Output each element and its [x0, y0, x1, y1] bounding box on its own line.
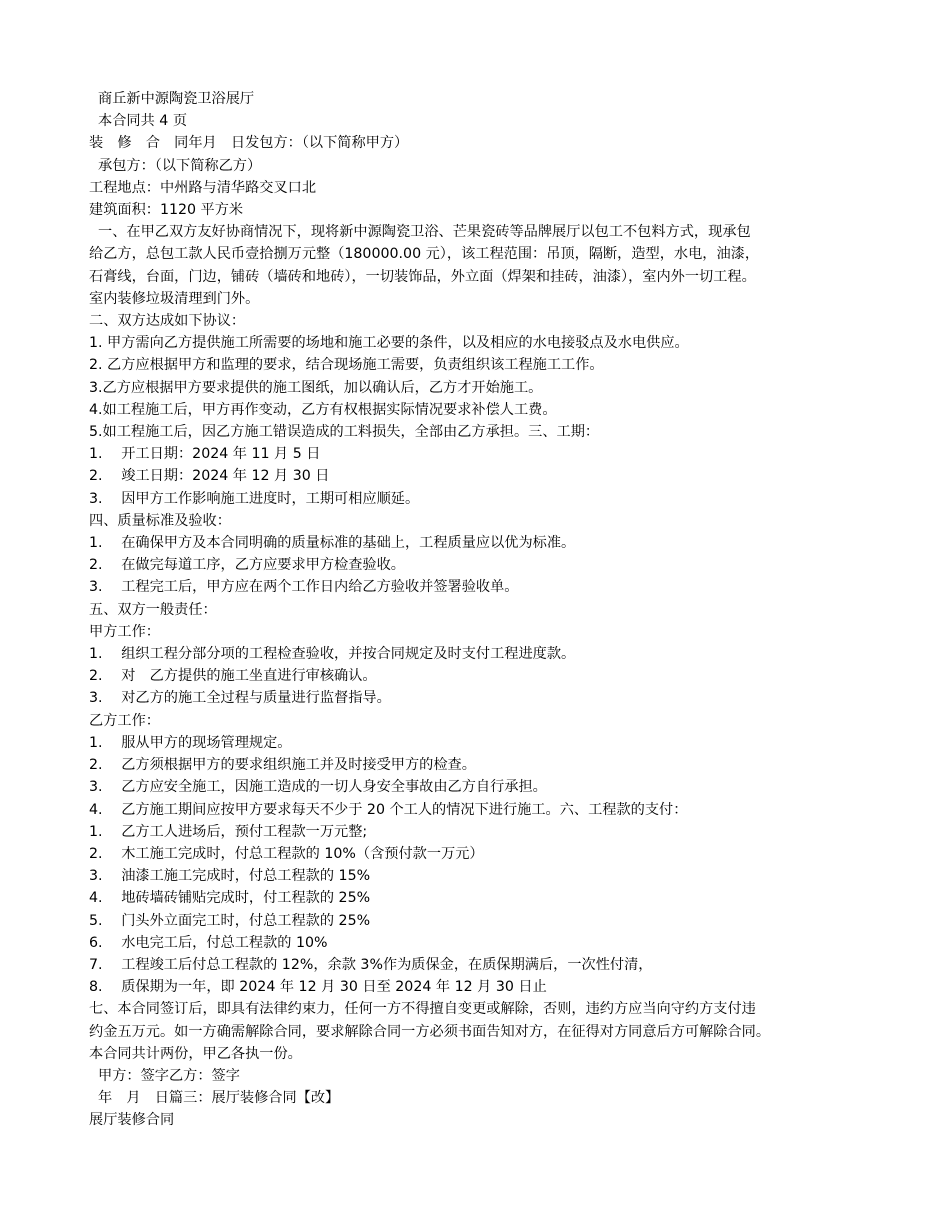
- contract-heading-client: 装 修 合 同年月 日发包方：（以下简称甲方）: [89, 135, 409, 152]
- section-4-heading: 四、质量标准及验收：: [89, 512, 231, 529]
- agreement-item: 2. 乙方应根据甲方和监理的要求，结合现场施工需要，负责组织该工程施工工作。: [89, 357, 604, 374]
- party-a-duty: 2. 对 乙方提供的施工坐直进行审核确认。: [89, 668, 377, 685]
- agreement-item: 5.如工程施工后，因乙方施工错误造成的工料损失，全部由乙方承担。三、工期：: [89, 424, 600, 441]
- section-1-text: 给乙方，总包工款人民币壹拾捌万元整（180000.00 元），该工程范围：吊顶，隔断，造型，水电，油漆，: [89, 246, 760, 263]
- copies-note: 本合同共计两份，甲乙各执一份。: [89, 1045, 302, 1062]
- party-b-duties-heading: 乙方工作：: [89, 712, 160, 729]
- date-line: 年 月 日篇三：展厅装修合同【改】: [89, 1090, 340, 1107]
- page-count: 本合同共 4 页: [89, 113, 188, 130]
- payment-item: 3. 油漆工施工完成时，付总工程款的 15%: [89, 868, 371, 885]
- party-b-duty: 1. 服从甲方的现场管理规定。: [89, 734, 292, 751]
- section-1-text: 石膏线，台面，门边，铺砖（墙砖和地砖），一切装饰品，外立面（焊架和挂砖，油漆），室内外一切工程。: [89, 268, 756, 285]
- next-doc-title: 展厅装修合同: [89, 1112, 175, 1129]
- signature-line: 甲方：签字乙方：签字: [89, 1067, 240, 1084]
- project-location: 工程地点：中州路与清华路交叉口北: [89, 179, 317, 196]
- payment-item: 1. 乙方工人进场后，预付工程款一万元整;: [89, 823, 368, 840]
- schedule-item: 2. 竣工日期：2024 年 12 月 30 日: [89, 468, 330, 485]
- payment-item: 4. 地砖墙砖铺贴完成时，付工程款的 25%: [89, 890, 371, 907]
- agreement-item: 3.乙方应根据甲方要求提供的施工图纸，加以确认后，乙方才开始施工。: [89, 379, 543, 396]
- party-a-duty: 3. 对乙方的施工全过程与质量进行监督指导。: [89, 690, 391, 707]
- section-7-text: 约金五万元。如一方确需解除合同，要求解除合同一方必须书面告知对方，在征得对方同意后方可解除合同。: [89, 1023, 771, 1040]
- party-b-duty: 3. 乙方应安全施工，因施工造成的一切人身安全事故由乙方自行承担。: [89, 779, 547, 796]
- payment-item: 6. 水电完工后，付总工程款的 10%: [89, 934, 328, 951]
- payment-item: 8. 质保期为一年，即 2024 年 12 月 30 日至 2024 年 12 月 30 日止: [89, 979, 547, 996]
- building-area: 建筑面积：1120 平方米: [89, 202, 244, 219]
- section-1-text: 一、在甲乙双方友好协商情况下，现将新中源陶瓷卫浴、芒果瓷砖等品牌展厅以包工不包料方式，现承包: [89, 224, 751, 241]
- party-b-duty: 2. 乙方须根据甲方的要求组织施工并及时接受甲方的检查。: [89, 757, 476, 774]
- quality-item: 3. 工程完工后，甲方应在两个工作日内给乙方验收并签署验收单。: [89, 579, 519, 596]
- schedule-item: 3. 因甲方工作影响施工进度时，工期可相应顺延。: [89, 490, 420, 507]
- section-2-heading: 二、双方达成如下协议：: [89, 313, 246, 330]
- doc-title: 商丘新中源陶瓷卫浴展厅: [89, 91, 255, 107]
- section-1-text: 室内装修垃圾清理到门外。: [89, 290, 260, 307]
- schedule-item: 1. 开工日期：2024 年 11 月 5 日: [89, 446, 321, 463]
- quality-item: 2. 在做完每道工序，乙方应要求甲方检查验收。: [89, 557, 405, 574]
- payment-item: 7. 工程竣工后付总工程款的 12%，余款 3%作为质保金，在质保期满后，一次性付清，: [89, 956, 653, 973]
- section-7-text: 七、本合同签订后，即具有法律约束力，任何一方不得擅自变更或解除，否则，违约方应当向守约方支付违: [89, 1001, 756, 1018]
- party-a-duties-heading: 甲方工作：: [89, 623, 160, 640]
- agreement-item: 4.如工程施工后，甲方再作变动，乙方有权根据实际情况要求补偿人工费。: [89, 401, 557, 418]
- payment-item: 2. 木工施工完成时，付总工程款的 10%（含预付款一万元）: [89, 845, 484, 862]
- party-b-duty: 4. 乙方施工期间应按甲方要求每天不少于 20 个工人的情况下进行施工。六、工程款的支付：: [89, 801, 688, 818]
- agreement-item: 1. 甲方需向乙方提供施工所需要的场地和施工必要的条件，以及相应的水电接驳点及水电供应。: [89, 335, 689, 352]
- party-a-duty: 1. 组织工程分部分项的工程检查验收，并按合同规定及时支付工程进度款。: [89, 646, 576, 663]
- section-5-heading: 五、双方一般责任：: [89, 601, 217, 618]
- quality-item: 1. 在确保甲方及本合同明确的质量标准的基础上，工程质量应以优为标准。: [89, 535, 576, 552]
- payment-item: 5. 门头外立面完工时，付总工程款的 25%: [89, 912, 371, 929]
- contractor-line: 承包方：（以下简称乙方）: [89, 157, 262, 174]
